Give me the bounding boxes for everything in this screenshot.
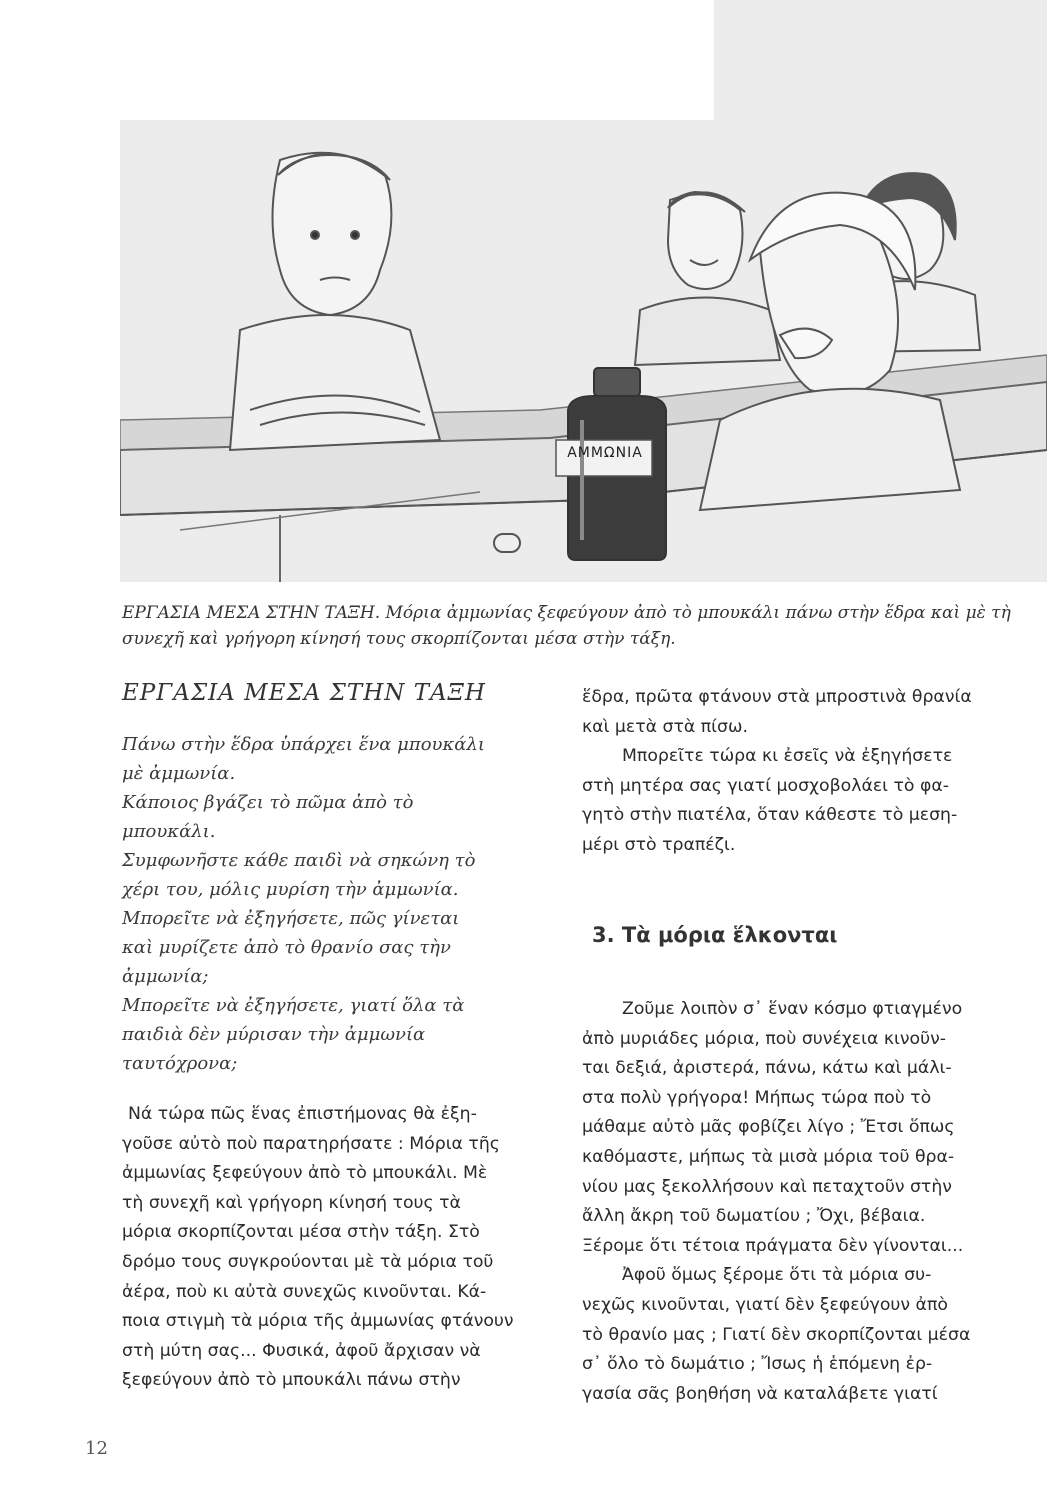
left-column	[122, 680, 577, 1391]
experiment-line: μπουκάλι.	[122, 821, 216, 842]
ammonia-bottle	[556, 368, 666, 560]
right-column	[582, 683, 1047, 1443]
page-number: 12	[85, 1438, 108, 1459]
body-line: ἀπὸ μυριάδες μόρια, ποὺ συνέχεια κινοῦν-	[582, 1028, 946, 1049]
experiment-line: Κάποιος βγάζει τὸ πῶμα ἀπὸ τὸ	[122, 792, 414, 813]
body-line: ἄλλη ἄκρη τοῦ δωματίου ; Ὄχι, βέβαια.	[582, 1206, 926, 1227]
bottle-stopper	[494, 534, 520, 552]
bottle-label: ΑΜΜΩΝΙΑ	[567, 445, 643, 461]
body-line: ποια στιγμὴ τὰ μόρια τῆς ἀμμωνίας φτάνουν	[122, 1311, 514, 1332]
experiment-line: καὶ μυρίζετε ἀπὸ τὸ θρανίο σας τὴν	[122, 937, 451, 958]
body-line: καὶ μετὰ στὰ πίσω.	[582, 716, 748, 737]
caption-line: συνεχῆ καὶ γρήγορη κίνησή τους σκορπίζονται μέσα στὴν τάξη.	[122, 629, 676, 649]
body-line: ξεφεύγουν ἀπὸ τὸ μπουκάλι πάνω στὴν	[122, 1370, 461, 1391]
experiment-line: χέρι του, μόλις μυρίση τὴν ἀμμωνία.	[122, 879, 459, 900]
experiment-line: μὲ ἀμμωνία.	[122, 763, 236, 784]
boy-left-figure	[230, 153, 440, 450]
body-line: Νά τώρα πῶς ἕνας ἐπιστήμονας θὰ ἐξη-	[128, 1104, 477, 1124]
body-line: μέρι στὸ τραπέζι.	[582, 834, 736, 855]
experiment-text	[122, 730, 485, 1078]
experiment-title: ΕΡΓΑΣΙΑ ΜΕΣΑ ΣΤΗΝ ΤΑΞΗ	[122, 680, 486, 706]
body-line: στὴ μύτη σας... Φυσικά, ἀφοῦ ἄρχισαν νὰ	[122, 1340, 481, 1361]
experiment-line: Μπορεῖτε νὰ ἐξηγήσετε, γιατί ὅλα τὰ	[122, 995, 465, 1016]
body-line: γητὸ στὴν πιατέλα, ὅταν κάθεστε τὸ μεση-	[582, 805, 958, 826]
body-line: Μπορεῖτε τώρα κι ἐσεῖς νὰ ἐξηγήσετε	[622, 746, 953, 767]
body-line: Ξέρομε ὅτι τέτοια πράγματα δὲν γίνονται...	[582, 1235, 964, 1256]
classroom-illustration	[120, 120, 1047, 582]
body-line: νίου μας ξεκολλήσουν καὶ πεταχτοῦν στὴν	[582, 1176, 952, 1197]
experiment-line: παιδιὰ δὲν μύρισαν τὴν ἀμμωνία	[122, 1024, 426, 1045]
body-line: δρόμο τους συγκρούονται μὲ τὰ μόρια τοῦ	[122, 1251, 494, 1272]
illustration-drawing	[120, 120, 1047, 582]
body-line: νεχῶς κινοῦνται, γιατί δὲν ξεφεύγουν ἀπὸ	[582, 1294, 948, 1315]
body-line: σ᾽ ὅλο τὸ δωμάτιο ; Ἴσως ἡ ἑπόμενη ἐρ-	[582, 1354, 933, 1375]
experiment-line: Μπορεῖτε νὰ ἐξηγήσετε, πῶς γίνεται	[122, 908, 460, 929]
figure-caption	[122, 600, 1047, 652]
boy-middle-figure	[635, 192, 780, 365]
body-line: τὸ θρανίο μας ; Γιατί δὲν σκορπίζονται μέσα	[582, 1324, 971, 1345]
experiment-line: ταυτόχρονα;	[122, 1053, 238, 1074]
caption-line: ΕΡΓΑΣΙΑ ΜΕΣΑ ΣΤΗΝ ΤΑΞΗ. Μόρια ἀμμωνίας ξεφεύγουν ἀπὸ τὸ μπουκάλι πάνω στὴν ἕδρα καὶ μὲ τὴ	[122, 603, 1011, 623]
body-line: ἀμμωνίας ξεφεύγουν ἀπὸ τὸ μπουκάλι. Μὲ	[122, 1163, 488, 1184]
experiment-line: Συμφωνῆστε κάθε παιδὶ νὰ σηκώνη τὸ	[122, 850, 476, 871]
body-line: ται δεξιά, ἀριστερά, πάνω, κάτω καὶ μάλι-	[582, 1058, 952, 1079]
body-line: στὴ μητέρα σας γιατί μοσχοβολάει τὸ φα-	[582, 775, 950, 796]
experiment-line: Πάνω στὴν ἕδρα ὑπάρχει ἕνα μπουκάλι	[122, 734, 485, 755]
body-line: μάθαμε αὐτὸ μᾶς φοβίζει λίγο ; Ἔτσι ὅπως	[582, 1117, 955, 1138]
body-line: Ἀφοῦ ὅμως ξέρομε ὅτι τὰ μόρια συ-	[622, 1265, 932, 1286]
section-paragraph	[582, 995, 970, 1409]
body-line: καθόμαστε, μήπως τὰ μισὰ μόρια τοῦ θρα-	[582, 1146, 955, 1167]
background-band	[714, 0, 1047, 120]
explanation-paragraph	[122, 1100, 514, 1396]
section-heading: 3. Τὰ μόρια ἕλκονται	[592, 923, 838, 947]
body-line: ἀέρα, ποὺ κι αὐτὰ συνεχῶς κινοῦνται. Κά-	[122, 1281, 487, 1302]
continuation-paragraph	[582, 683, 972, 861]
body-line: μόρια σκορπίζονται μέσα στὴν τάξη. Στὸ	[122, 1222, 480, 1243]
body-line: γασία σᾶς βοηθήση νὰ καταλάβετε γιατί	[582, 1383, 938, 1404]
body-line: τὴ συνεχῆ καὶ γρήγορη κίνησή τους τὰ	[122, 1192, 461, 1213]
body-line: ἕδρα, πρῶτα φτάνουν στὰ μπροστινὰ θρανία	[582, 687, 972, 707]
body-line: Ζοῦμε λοιπὸν σ᾽ ἕναν κόσμο φτιαγμένο	[622, 999, 963, 1019]
body-line: γοῦσε αὐτὸ ποὺ παρατηρήσατε : Μόρια τῆς	[122, 1133, 500, 1154]
body-line: στα πολὺ γρήγορα! Μήπως τώρα ποὺ τὸ	[582, 1087, 932, 1108]
experiment-line: ἀμμωνία;	[122, 966, 209, 987]
